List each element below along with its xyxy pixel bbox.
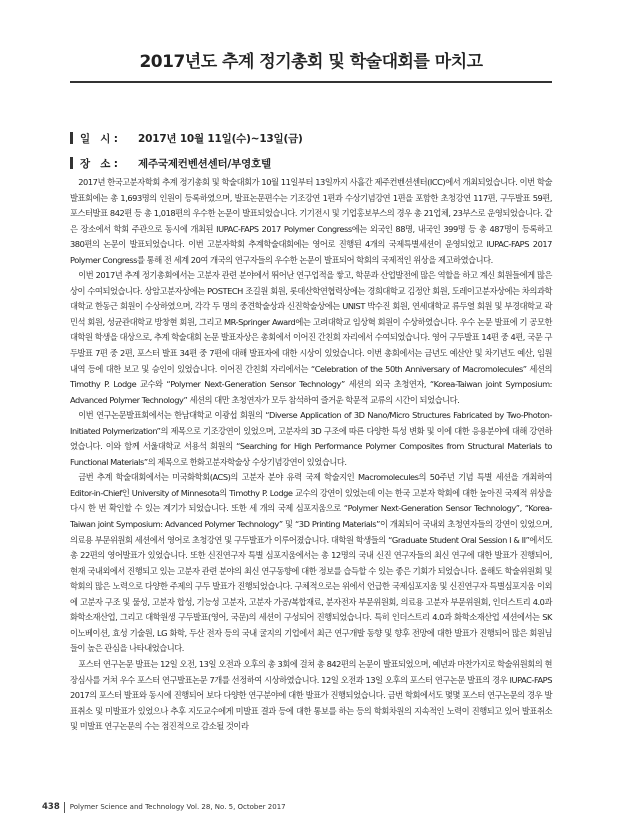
paragraph: 이번 연구논문발표회에서는 한남대학교 이광섭 회원의 “Diverse Application of 3D Nano/Micro Structures Fabricated by Two-Photon-Initiated Polymerization”의 제목으로 기조강연이 있었으며, 고분자의 3D 구조에 따른 다양한 특성 변화 및 이에 대한 응용분야에 대해 강연하였습니다. 이와 함께 서울대학교 서용석 회원의 “Searching for High Performance Polymer Composites from Structural Materials to Functional Materials”의 제목으로 한화고분자학술상 수상기념강연이 있었습니다.	[70, 410, 552, 467]
title-block	[70, 50, 552, 83]
page-number: 438	[42, 802, 60, 812]
title-divider	[70, 81, 552, 83]
info-label-venue: 장 소 :	[80, 157, 118, 170]
info-row-venue	[70, 153, 552, 173]
article-body	[70, 175, 552, 735]
footer-divider	[64, 802, 65, 813]
paragraph: 금번 추계 학술대회에서는 미국화학회(ACS)의 고분자 분야 유력 국제 학술지인 Macromolecules의 50주년 기념 특별 세션을 개최하여 Editor-in-Chief인 University of Minnesota의 Timothy P. Lodge 교수의 강연이 있었는데 이는 한국 고분자 학회에 대한 높아진 국제적 위상을 다시 한 번 확인할 수 있는 계기가 되었습니다. 또한 세 개의 국제 심포지움으로 “Polymer Next-Generation Sensor Technology”, “Korea-Taiwan joint Symposium: Advanced Polymer Technology” 및 “3D Printing Materials”이 개최되어 국내외 초청연자들의 강연이 있었으며, 의료용 부문위원회 세션에서 영어로 초청강연 및 구두발표가 이루어졌습니다. 대학원 학생들의 “Graduate Student Oral Session I & II”에서도 총 22편의 영어발표가 있었습니다. 또한 신진연구자 특별 심포지움에서는 총 12명의 국내 신진 연구자들의 최신 연구에 대한 발표가 진행되어, 현재 국내외에서 진행되고 있는 고분자 관련 분야의 최신 연구동향에 대한 정보를 습득할 수 있는 좋은 기회가 되었습니다. 올해도 학술위원회 및 학회의 많은 노력으로 다양한 주제의 구두 발표가 진행되었습니다. 구체적으로는 위에서 언급한 국제심포지움 및 신진연구자 특별심포지움 이외에 고분자 구조 및 물성, 고분자 합성, 기능성 고분자, 고분자 가공/복합재료, 분자전자 부문위원회, 의료용 고분자 부문위원회, 인더스트리 4.0과 화학소재산업, 그리고 대학원생 구두발표(영어, 국문)의 세션이 구성되어 진행되었습니다. 특히 인더스트리 4.0과 화학소재산업 세션에서는 SK 이노베이션, 효성 기술원, LG 화학, 두산 전자 등의 국내 굴지의 기업에서 최근 연구개발 동향 및 향후 전망에 대한 발표가 진행되어 많은 회원님들이 높은 관심을 나타내었습니다.	[70, 472, 552, 654]
page-title: 2017년도 추계 정기총회 및 학술대회를 마치고	[139, 52, 483, 72]
paragraph: 이번 2017년 추계 정기총회에서는 고분자 관련 분야에서 뛰어난 연구업적을 쌓고, 학문과 산업발전에 많은 역할을 하고 계신 회원들에게 많은 상이 수여되었습니다. 상암고분자상에는 POSTECH 조길원 회원, 롯데산학연협력상에는 경희대학교 김정안 회원, 도레이고분자상에는 차의과학대학교 한동근 회원이 수상하였으며, 각각 두 명의 중견학술상과 신진학술상에는 UNIST 박수진 회원, 연세대학교 류두열 회원 및 부경대학교 곽민석 회원, 성균관대학교 방창현 회원, 그리고 MR-Springer Award에는 고려대학교 임상혁 회원이 수상하였습니다. 우수 논문 발표에 기 공모한 대학원 학생을 대상으로, 추계 학술대회 논문 발표자상은 총회에서 이어진 간친회 자리에서 수여되었습니다. 영어 구두발표 14편 중 4편, 국문 구두발표 7편 중 2편, 포스터 발표 34편 중 7편에 대해 발표자에 대한 시상이 있었습니다. 이번 총회에서는 금년도 예산안 및 차기년도 예산, 임원내역 등에 대한 보고 및 승인이 있었습니다. 이어진 간친회 자리에서는 “Celebration of the 50th Anniversary of Macromolecules” 세션의 Timothy P. Lodge 교수와 “Polymer Next-Generation Sensor Technology” 세션의 외국 초청연자, “Korea-Taiwan joint Symposium: Advanced Polymer Technology” 세션의 대만 초청연자가 모두 참석하여 즐거운 학문적 교류의 시간이 되었습니다.	[70, 270, 552, 405]
event-info	[70, 128, 552, 178]
info-value-venue: 제주국제컨벤션센터/부영호텔	[138, 157, 271, 170]
page-footer	[42, 800, 286, 814]
paragraph: 포스터 연구논문 발표는 12일 오전, 13일 오전과 오후의 총 3회에 걸쳐 총 842편의 논문이 발표되었으며, 예년과 마찬가지로 학술위원회의 현장심사를 거쳐 우수 포스터 연구발표논문 7개를 선정하여 시상하였습니다. 12일 오전과 13일 오후의 포스터 연구논문 발표의 경우 IUPAC-FAPS 2017의 포스터 발표와 동시에 진행되어 보다 다양한 연구분야에 대한 발표가 진행되었습니다. 금번 학회에서도 몇몇 포스터 연구논문의 경우 발표취소 및 미발표가 있었으나 추후 지도교수에게 미발표 결과 등에 대한 통보를 하는 등의 학회차원의 지속적인 노력이 진행되고 있어 발표취소 및 미발표 연구논문의 수는 점진적으로 감소될 것이라	[70, 658, 552, 732]
info-row-date	[70, 128, 552, 148]
info-marker	[70, 157, 73, 169]
info-marker	[70, 132, 73, 144]
journal-info: Polymer Science and Technology Vol. 28, No. 5, October 2017	[69, 803, 286, 811]
info-value-date: 2017년 10월 11일(수)~13일(금)	[138, 132, 303, 145]
paragraph: 2017년 한국고분자학회 추계 정기총회 및 학술대회가 10월 11일부터 13일까지 사흘간 제주컨벤션센터(ICC)에서 개최되었습니다. 이번 학술발표회에는 총 1,693명의 인원이 등록하였으며, 발표논문편수는 기조강연 1편과 수상기념강연 1편을 포함한 초청강연 117편, 구두발표 59편, 포스터발표 842편 등 총 1,018편의 우수한 논문이 발표되었습니다. 기기전시 및 기업홍보부스의 경우 총 21업체, 23부스로 운영되었습니다. 같은 장소에서 학회 주관으로 동시에 개최된 IUPAC-FAPS 2017 Polymer Congress에는 외국인 88명, 내국인 399명 등 총 487명이 등록하고 380편의 논문이 발표되었습니다. 이번 고분자학회 추계학술대회에는 영어로 진행된 4개의 국제특별세션이 운영되었고 IUPAC-FAPS 2017 Polymer Congress를 통해 전 세계 20여 개국의 연구자들의 우수한 논문이 발표되어 학회의 국제적인 위상을 제고하였습니다.	[70, 177, 552, 265]
info-label-date: 일 시 :	[80, 132, 118, 145]
